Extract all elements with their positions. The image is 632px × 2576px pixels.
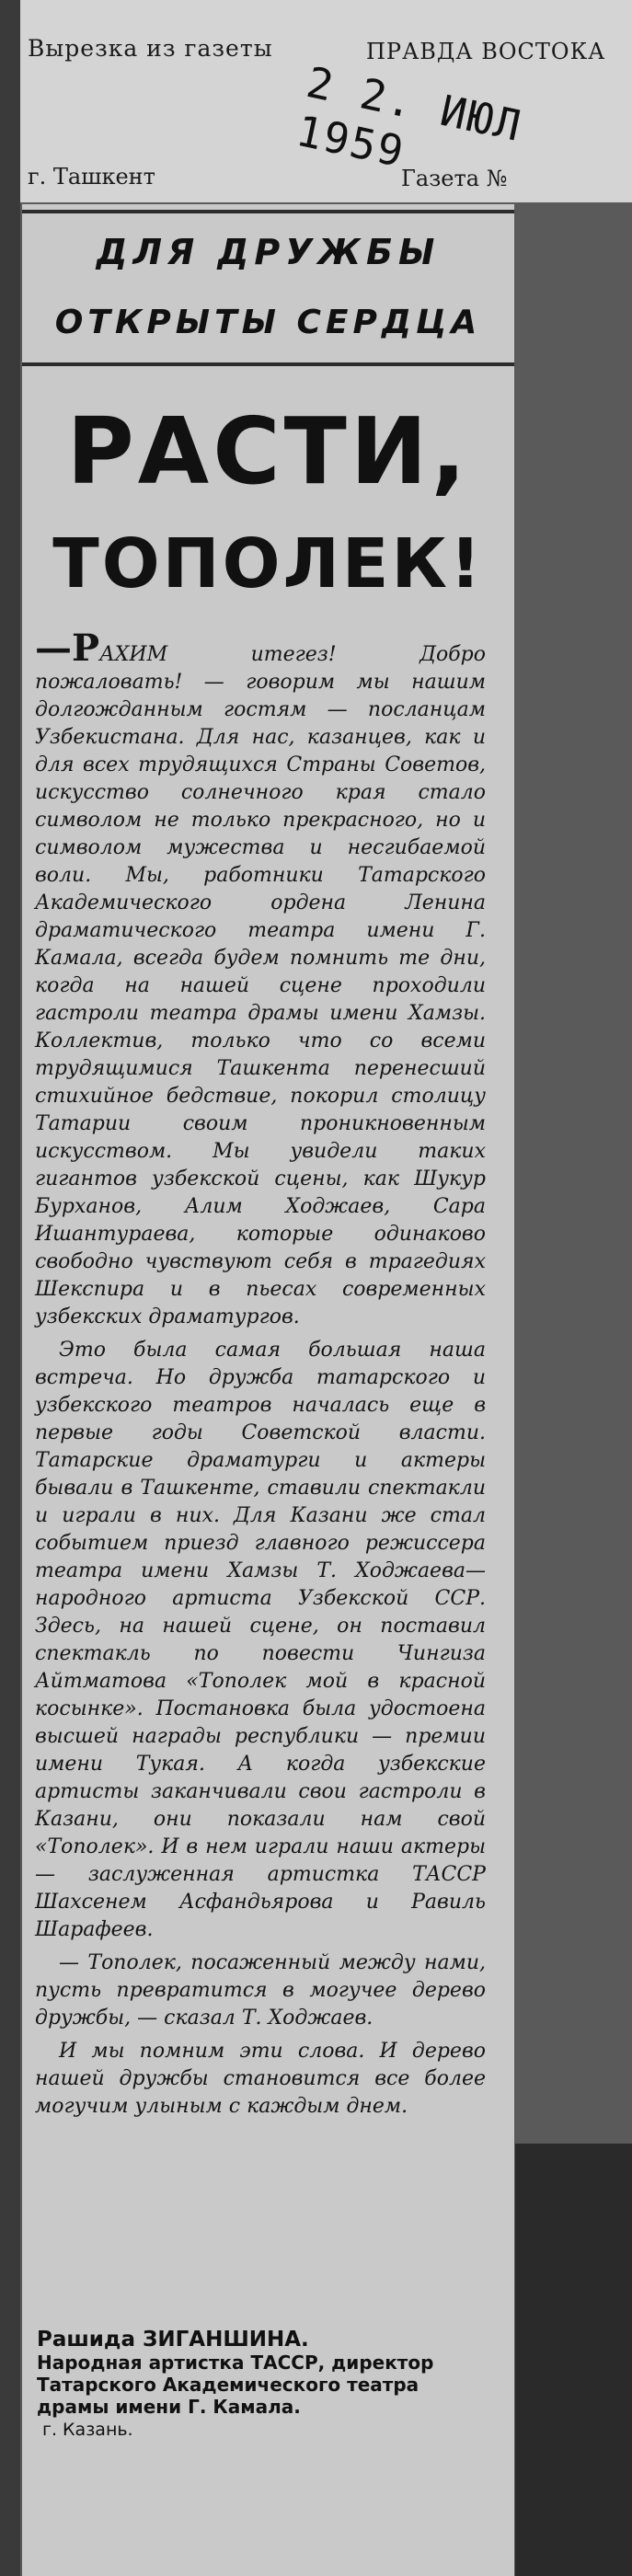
rubric-line-2: ОТКРЫТЫ СЕРДЦА bbox=[54, 304, 482, 341]
newspaper-name: ПРАВДА ВОСТОКА bbox=[366, 39, 606, 64]
paragraph: И мы помним эти слова. И дерево нашей дружбы становится все более могучим улыным с каждым днем. bbox=[35, 2040, 486, 2118]
divider bbox=[22, 362, 514, 366]
signature-block bbox=[18, 2328, 478, 2440]
drop-cap: —Р bbox=[35, 627, 100, 670]
rubric-line-1: ДЛЯ ДРУЖБЫ bbox=[96, 232, 441, 272]
clipping-card bbox=[0, 0, 632, 202]
scan-background bbox=[515, 2144, 632, 2576]
author-city: г. Казань. bbox=[42, 2420, 133, 2440]
author-position: Народная артистка ТАССР, директор Татарского Академического театра драмы имени Г. Камала. bbox=[37, 2352, 434, 2418]
paragraph: Это была самая большая наша встреча. Но дружба татарского и узбекского театров началась еще в первые годы Советской власти. Татарские драматурги и актеры бывали в Ташкенте, ставили спектакли и играли в них. Для Казани же стал событием приезд главного режиссера театра имени Хамзы Т. Ходжаева—народного артиста Узбекской ССР. Здесь, на нашей сцене, он поставил спектакль по повести Чингиза Айтматова «Тополек мой в красной косынке». Постановка была удостоена высшей награды республики — премии имени Тукая. А когда узбекские артисты заканчивали свои гастроли в Казани, они показали нам свой «Тополек». И в нем играли наши актеры — заслуженная артистка ТАССР Шахсенем Асфандьярова и Равиль Шарафеев. bbox=[35, 1339, 486, 1941]
clipping-city: г. Ташкент bbox=[28, 164, 155, 190]
author-name: Рашида ЗИГАНШИНА. bbox=[37, 2328, 309, 2352]
article-body bbox=[35, 627, 486, 2126]
date-stamp: 2 2. ИЮЛ 1959 bbox=[292, 57, 527, 178]
headline-line-1: РАСТИ, bbox=[66, 397, 470, 505]
clipping-source-label: Вырезка из газеты bbox=[28, 35, 273, 62]
scan-edge bbox=[0, 0, 20, 2576]
divider bbox=[22, 210, 514, 213]
issue-label: Газета № bbox=[401, 166, 508, 191]
paragraph: —РАХИМ итегез! Добро пожаловать! — говорим мы нашим долгожданным гостям — посланцам Узбекистана. Для нас, казанцев, как и для всех трудящихся Страны Советов, искусство солнечного края стало символом не только прекрасного, но и символом мужества и несгибаемой воли. Мы, работники Татарского Академического ордена Ленина драматического театра имени Г. Камала, всегда будем помнить те дни, когда на нашей сцене проходили гастроли театра драмы имени Хамзы. Коллектив, только что со всеми трудящимися Ташкента перенесший стихийное бедствие, покорил столицу Татарии своим проникновенным искусством. Мы увидели таких гигантов узбекской сцены, как Шукур Бурханов, Алим Ходжаев, Сара Ишантураева, которые одинаково свободно чувствуют себя в трагедиях Шекспира и в пьесах современных узбекских драматургов. bbox=[35, 627, 486, 1328]
paragraph: — Тополек, посаженный между нами, пусть превратится в могучее дерево дружбы, — сказал Т. Ходжаев. bbox=[35, 1951, 486, 2030]
headline-line-2: ТОПОЛЕК! bbox=[52, 524, 484, 604]
